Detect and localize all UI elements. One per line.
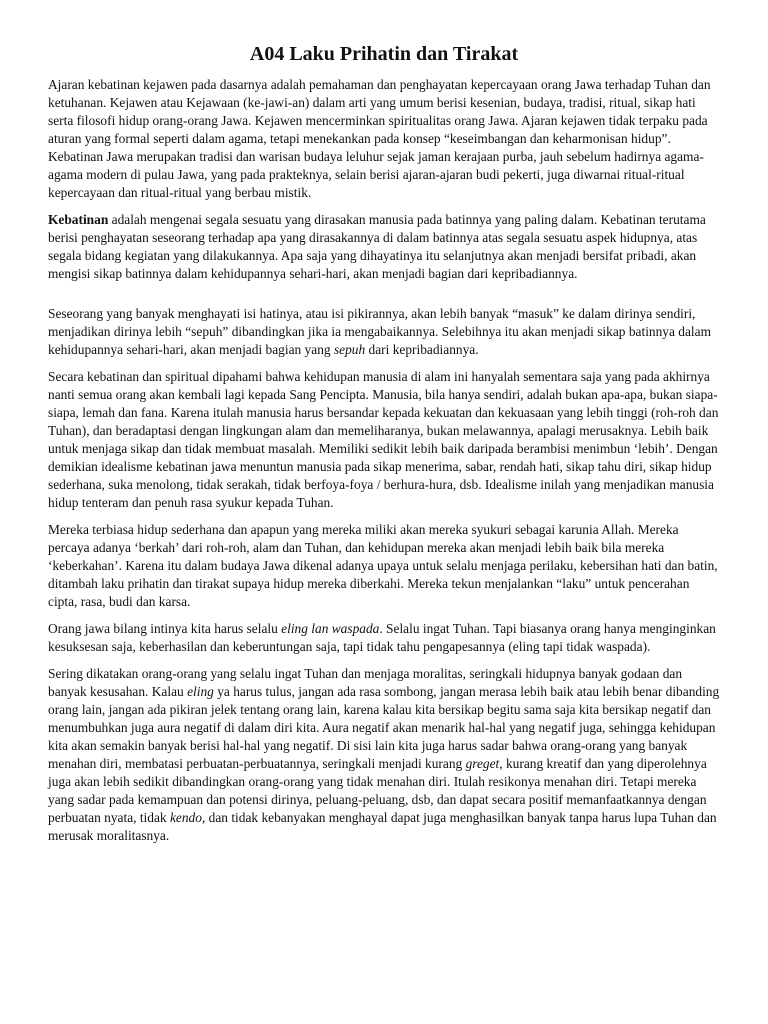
paragraph-simple-living: Mereka terbiasa hidup sederhana dan apapun yang mereka miliki akan mereka syukuri sebagai karunia Allah. Mereka percaya adanya ‘berkah’ dari roh-roh, alam dan Tuhan, dan kehidupan mereka akan menjadi lebih baik bila mereka ‘keberkahan’. Karena itu dalam budaya Jawa dikenal adanya upaya untuk selalu menjaga perilaku, kebersihan hati dan batin, ditambah laku prihatin dan tirakat supaya hidup mereka diberkahi. Mereka tekun menjalankan “laku” untuk pencerahan cipta, rasa, budi dan karsa. [48,522,718,609]
paragraph-text: Seseorang yang banyak menghayati isi hatinya, atau isi pikirannya, akan lebih banyak “masuk” ke dalam dirinya sendiri, menjadikan dirinya lebih “sepuh” dibandingkan jika ia mengabaikannya. Selebihnya itu akan menjadi sikap batinnya dalam kehidupannya sehari-hari, akan menjadi bagian yang [48,306,712,357]
paragraph-text: , kurang kreatif dan yang diperolehnya juga akan lebih sedikit dibandingkan orang-orang yang tidak menahan diri. Itulah resikonya menahan diri. Tetapi mereka yang sadar pada kemampuan dan potensi dirinya, peluang-peluang, dsb, dan dapat secara positif memanfaatkannya dengan perbuatan nyata, tidak [48,756,707,825]
italic-term-greget: greget [465,756,500,771]
paragraph-text: adalah mengenai segala sesuatu yang dirasakan manusia pada batinnya yang paling dalam. Kebatinan terutama berisi penghayatan seseorang terhadap apa yang dirasakannya di dalam batinnya atas segala sesuatu aspek hidupnya, atas segala bidang kegiatan yang dilakukannya. Apa saja yang dihayatinya itu selanjutnya akan menjadi bersifat pribadi, akan mengisi sikap batinnya dalam kehidupannya sehari-hari, akan menjadi bagian dari kepribadiannya. [48,212,706,281]
paragraph-text: dari kepribadiannya. [365,342,479,357]
italic-term-sepuh: sepuh [333,342,366,357]
paragraph-text: ya harus tulus, jangan ada rasa sombong, jangan merasa lebih baik atau lebih benar dibanding orang lain, jangan ada pikiran jelek tentang orang lain, karena kalau kita bersikap begitu sama saja kita bersikap negatif dan menumbuhkan juga aura negatif di dalam diri kita. Aura negatif akan menarik hal-hal yang negatif juga, sehingga kehidupan kita akan semakin banyak berisi hal-hal yang negatif. Di sisi lain kita juga harus sadar bahwa orang-orang yang banyak menahan diri, membatasi perbuatan-perbuatannya, seringkali menjadi kurang [48,684,720,771]
paragraph-kebatinan-definition [48,211,720,283]
paragraph-text: Orang jawa bilang intinya kita harus selalu [48,621,282,636]
paragraph-sepuh [48,305,720,359]
paragraph-intro-kejawen: Ajaran kebatinan kejawen pada dasarnya adalah pemahaman dan penghayatan kepercayaan orang Jawa terhadap Tuhan dan ketuhanan. Kejawen atau Kejawaan (ke-jawi-an) dalam arti yang umum berisi kesenian, budaya, tradisi, ritual, sikap hati serta filosofi hidup orang-orang Jawa. Kejawen mencerminkan spiritualitas orang Jawa. Ajaran kejawen tidak terpaku pada aturan yang formal seperti dalam agama, tetapi menekankan pada konsep “keseimbangan dan keharmonisan hidup”. Kebatinan Jawa merupakan tradisi dan warisan budaya leluhur sejak jaman kerajaan purba, jauh sebelum hadirnya agama-agama modern di pulau Jawa, yang pada prakteknya, selain berisi ajaran-ajaran budi pekerti, juga diwarnai ritual-ritual kepercayaan dan ritual-ritual yang berbau mistik. [48,77,711,200]
italic-term-eling-lan-waspada: eling lan waspada [281,621,380,636]
paragraph-morality-temptation [48,665,720,845]
italic-term-kendo: kendo [169,810,202,825]
document-title: A04 Laku Prihatin dan Tirakat [249,43,519,65]
paragraph-spiritual-understanding: Secara kebatinan dan spiritual dipahami bahwa kehidupan manusia di alam ini hanyalah sementara saja yang pada akhirnya nanti semua orang akan kembali lagi kepada Sang Pencipta. Manusia, bila hanya sendiri, adalah bukan apa-apa, bukan siapa-siapa, lemah dan fana. Karena itulah manusia harus bersandar kepada kekuatan dan kekuasaan yang lebih tinggi (roh-roh dan Tuhan), dan beradaptasi dengan lingkungan alam dan memeliharanya, bukan melawannya, apalagi merusaknya. Lebih baik untuk menjaga sikap dan tidak membuat masalah. Memiliki sedikit lebih baik daripada berambisi menimbun ‘lebih’. Dengan demikian idealisme kebatinan jawa menuntun manusia pada sikap menerima, sabar, rendah hati, sikap tahu diri, sikap hidup sederhana, suka menolong, tidak serakah, tidak berfoya-foya / berhura-hura, dsb. Idealisme inilah yang menjadikan manusia hidup tenteram dan penuh rasa syukur kepada Tuhan. [48,369,719,510]
italic-term-eling: eling [187,684,214,699]
paragraph-text: Sering dikatakan orang-orang yang selalu ingat Tuhan dan menjaga moralitas, seringkali hidupnya banyak godaan dan banyak kesusahan. Kalau [48,666,683,699]
paragraph-text: . Selalu ingat Tuhan. Tapi biasanya orang hanya menginginkan kesuksesan saja, keberhasilan dan keberuntungan saja, tapi tidak tahu pengapesannya (eling tapi tidak waspada). [48,621,716,654]
bold-term-kebatinan: Kebatinan [48,212,109,227]
paragraph-text: , dan tidak kebanyakan menghayal dapat juga menghasilkan banyak tanpa harus lupa Tuhan dan merusak moralitasnya. [48,810,717,843]
paragraph-eling-lan-waspada [48,620,720,656]
